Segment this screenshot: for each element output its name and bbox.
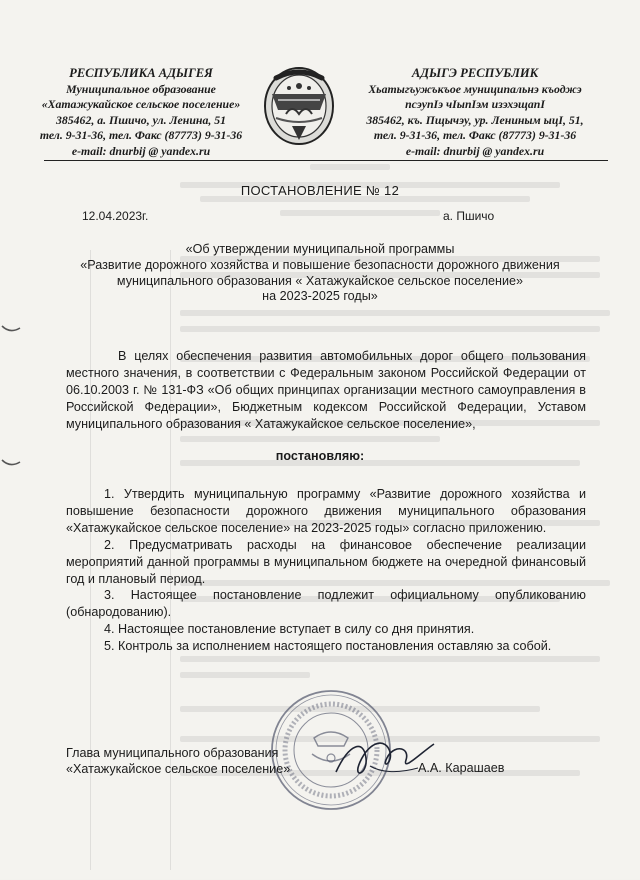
- subject-line: муниципального образования « Хатажукайское сельское поселение»: [116, 273, 524, 288]
- header-left-municipality: Муниципальное образование: [66, 81, 216, 96]
- signatory-position-line: «Хатажукайское сельское поселение»: [66, 762, 291, 777]
- header-right-republic: АДЫГЭ РЕСПУБЛИК: [411, 66, 539, 80]
- header-left-address: 385462, а. Пшичо, ул. Ленина, 51: [55, 112, 227, 127]
- header-left-block: [10, 66, 272, 160]
- document-place: а. Пшичо: [443, 209, 495, 223]
- subject-line: на 2023-2025 годы»: [262, 289, 378, 304]
- signatory-name: А.А. Карашаев: [418, 761, 505, 775]
- header-divider: [44, 160, 608, 161]
- header-left-phone: тел. 9-31-36, тел. Факс (87773) 9-31-36: [39, 128, 243, 143]
- header-left-settlement: «Хатажукайское сельское поселение»: [41, 97, 241, 112]
- decree-items-list: [66, 486, 586, 655]
- preamble-paragraph: В целях обеспечения развития автомобильных дорог общего пользования местного значения, в соответствии с Федеральным законом Российской Федерации от 06.10.2003 г. № 131-ФЗ «Об общих принципах организации местного самоуправления в Российской Федерации», Бюджетным кодексом Российской Федерации, Уставом муниципального образования « Хатажукайское сельское поселение»,: [66, 349, 586, 431]
- header-right-block: [336, 66, 614, 160]
- header-right-municipality: Хьатыгъужъкъое муниципальнэ къоджэ: [368, 81, 582, 96]
- header-right-phone: тел. 9-31-36, тел. Факс (87773) 9-31-36: [373, 128, 577, 143]
- header-right-settlement: псэупІэ чІыпІэм изэхэщапІ: [405, 97, 545, 112]
- decree-item: 3. Настоящее постановление подлежит официальному опубликованию (обнародованию).: [66, 588, 586, 620]
- decree-item: 2. Предусматривать расходы на финансовое обеспечение реализации мероприятий данной программы в муниципальном бюджете на очередной финансовый год и плановый период.: [66, 537, 586, 586]
- republic-emblem-icon: [262, 64, 336, 152]
- binding-mark-icon: [0, 456, 22, 470]
- header-right-address: 385462, къ. Пщычэу, ур. Лениным ыцІ, 51,: [366, 112, 584, 127]
- binding-mark-icon: [0, 322, 22, 336]
- subject-line: «Об утверждении муниципальной программы: [185, 242, 455, 256]
- handwritten-signature-icon: [330, 722, 440, 788]
- decree-item: 4. Настоящее постановление вступает в силу со дня принятия.: [104, 622, 475, 637]
- decree-item: 5. Контроль за исполнением настоящего постановления оставляю за собой.: [104, 639, 552, 654]
- document-subject: [60, 242, 580, 305]
- decree-word: постановляю:: [275, 449, 365, 463]
- signatory-position-line: Глава муниципального образования: [66, 746, 279, 760]
- subject-line: «Развитие дорожного хозяйства и повышение безопасности дорожного движения: [80, 257, 560, 272]
- header-left-email: e-mail: dnurbij @ yandex.ru: [71, 143, 211, 158]
- signatory-position: [66, 745, 290, 778]
- header-left-republic: РЕСПУБЛИКА АДЫГЕЯ: [69, 66, 213, 80]
- header-right-email: e-mail: dnurbij @ yandex.ru: [405, 143, 545, 158]
- document-title: ПОСТАНОВЛЕНИЕ № 12: [240, 183, 400, 198]
- decree-item: 1. Утвердить муниципальную программу «Развитие дорожного хозяйства и повышение безопасности дорожного движения муниципального образования «Хатажукайское сельское поселение» на 2023-2025 годы» согласно приложению.: [66, 487, 586, 535]
- document-date: 12.04.2023г.: [82, 209, 149, 223]
